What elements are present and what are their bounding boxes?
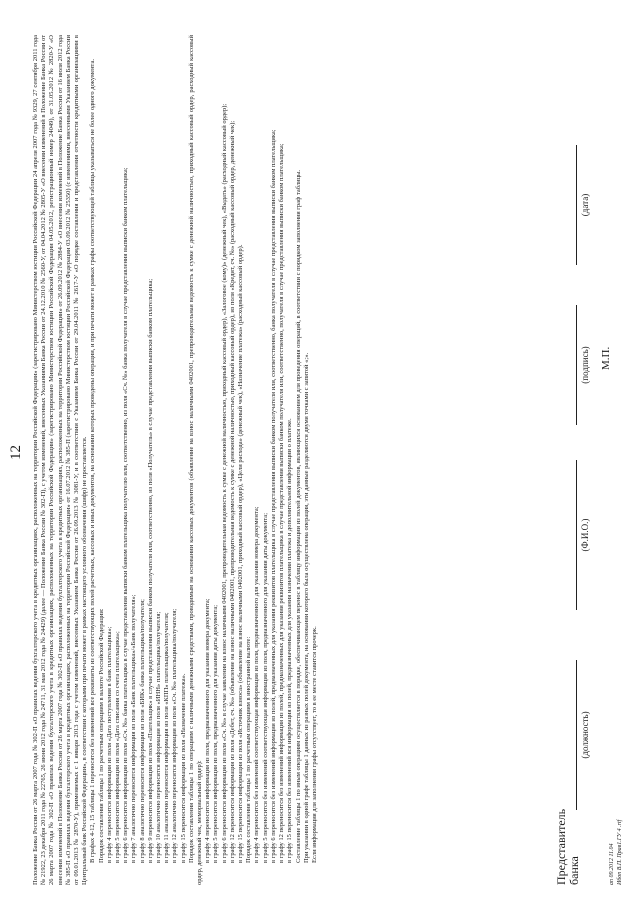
paragraph: в графу 10 аналогично переносится информация из поля «ИНН» плательщика/получателя; [155, 611, 163, 863]
paragraph: Порядок составления таблицы 1 по операциям с наличными денежными средствами, проводимым на основании кассовых документов (объявление на взнос наличными 0402001, препроводительная ведомость к сумке с денежной наличностью, приходный кассовый ордер, расходный кассовый ордер, денежный чек, мемориальный ордер): [187, 35, 204, 885]
representative-label-line1: Представитель [554, 808, 568, 885]
footer-line1: ап 09.2012 11.04 [609, 843, 615, 885]
position-caption: (должность) [580, 711, 590, 759]
paragraph: в графу 4 переносится информация из поля «Дата поступления в банк плательщика»; [105, 626, 113, 863]
paragraph: в графу 5 переносится информация из поля «Дата списания со счета плательщика»; [114, 631, 122, 863]
paragraph: в графу 6 переносится информация из поля «Сч. №» в случае заявления на взнос наличными 0402001, препроводительная ведомость к сумке с денежной наличностью, приходный кассовый ордер), «Залоговое (кому)» (денежный чек), «Выдать» (расходный кассовый ордер); [220, 103, 228, 863]
paragraph: в графу 4 переносится информация из поля, предназначенного для указания номера документа; [204, 598, 212, 863]
footer-line2: Ибоп В.П. Прав1.ГУ 4 .rtf [617, 819, 623, 885]
document-body [32, 35, 319, 885]
name-signature-line [576, 460, 577, 610]
paragraph: Составление таблицы 1 по иным операциям осуществляется в порядке, обеспечивающем перенос в таблицу информации из полей документов, являющихся основанием для проведения операций, в соответствии с порядком заполнения граф таблицы. [294, 169, 302, 863]
paragraph: в графу 5 переносится информация из поля, предназначенного для указания даты документа; [212, 604, 220, 863]
representative-label [555, 809, 581, 885]
paragraph: Порядок составления таблицы 1 по расчетным операциям в валюте Российской Федерации: [97, 608, 105, 863]
sign-signature-line [576, 305, 577, 425]
paragraph: Порядок составления таблицы 1 по расчетным операциям в иностранной валюте: [245, 636, 253, 863]
file-footer [608, 820, 624, 885]
paragraph: в графу 6 переносится информация из поля «Сч. №» банка плательщика в случае представления выписки банком плательщика получателю или, соответственно, из поля «Сч. №» банка получателя в случае представления выписки банком плательщика; [122, 167, 130, 863]
date-caption: (дата) [580, 193, 590, 217]
paragraph: в графу 15 переносится информация из поля «Назначение платежа». [179, 673, 187, 863]
paragraph: в графу 5 переносится без изменений соответствующая информация из поля, предназначенного для указания даты документа; [261, 512, 269, 863]
position-signature-line [576, 660, 577, 810]
date-signature-line [576, 145, 577, 265]
paragraph: Положение Банка России от 26 марта 2007 года № 302-П «О правилах ведения бухгалтерского учета в кредитных организациях, расположенных на территории Российской Федерации» (зарегистрировано Министерством юстиции Российской Федерации 24 апреля 2007 года № 9329, 27 сентября 2011 года № 21922, 23 декабря 2011 года № 22765, 26 июня 2012 года № 24711, 31 мая 2012 года № 24429) (далее — Положение Банка России № 302-П), с учетом изменений, внесенных Указаниями Банка России от 24.12.2010 № 2560-У, от 04.04.2012 № 2805-У «О внесении изменений в Положение Банка России от 26 марта 2007 года № 302-П «О правилах ведения бухгалтерского учета в кредитных организациях, расположенных на территории Российской Федерации» (зарегистрировано Министерством юстиции Российской Федерации 04.05.2012, регистрационный номер 24049), от 31.05.2012 № 2820-У «О внесении изменений в Положение Банка России от 26 марта 2007 года № 302-П «О правилах ведения бухгалтерского учета в кредитных организациях, расположенных на территории Российской Федерации» от 26.09.2012 № 2884-У «О внесении изменений в Положение Банка России от 16 июля 2012 года № 385-П «О правилах ведения бухгалтерского учета в кредитных организациях, расположенных на территории Российской Федерации» от 16.07.2012 № 385-П (зарегистрировано Министерством юстиции Российской Федерации 03.09.2012 № 25350) (с изменениями, внесенными Указанием Банка России от 09.01.2013 № 2870-У), применяемых с 1 января 2013 года с учетом изменений, внесенных Указанием Банка России от 26.09.2013 № 3081-У, и в соответствии с Указанием Банка России от 29.04.2011 № 2617-У «О порядке составления и представления отчетности кредитными организациями в Центральный банк Российской Федерации», в соответствии с которыми при печати может в рамках настоящего условного обозначения (шифр) не проставляется. [32, 35, 89, 885]
paragraph: в графу 9 переносится информация из поля «Плательщик» в случае представления выписки банком получателя или, соответственно, из поля «Получатель» в случае представления выписки банком плательщика; [146, 278, 154, 863]
paragraph: в графу 15 переносится без изменений вся информация из полей, предназначенных для указания назначения платежа и дополнительной информации о платеже. [286, 418, 294, 863]
representative-label-line2: банка [567, 856, 581, 885]
paragraph: в графу 11 аналогично переносится информация из поля «КПП» плательщика/получателя; [163, 612, 171, 863]
stamp-place: М.П. [600, 346, 612, 370]
paragraph: При указании в одной графе таблицы 1 данных из разных полей документа, на основании которого была осуществлена операция, эти данные разделяются двумя точками с запятой «;». [302, 352, 310, 863]
sign-caption: (подпись) [580, 346, 590, 384]
paragraph: в графу 4 переносится без изменений соответствующая информация из поля, предназначенного для указания номера документа; [253, 506, 261, 863]
page-number: 12 [8, 445, 24, 460]
paragraph: в графу 7 аналогично переносится информация из поля «Банк плательщика»/«Банк получателя»; [130, 594, 138, 863]
paragraph: Если информация для заполнения графы отсутствует, то в ее месте ставится прочерк. [310, 626, 318, 863]
paragraph: в графу 8 аналогично переносится информация из поля «БИК» банка плательщика/получателя; [138, 599, 146, 863]
paragraph: в графу 12 переносится информация из поля «Дебет, сч. №» (объявление на взнос наличными 0402001, препроводительная ведомость к сумке с денежной наличностью, приходный кассовый ордер), из поля «Кредит, сч. №» (расходный кассовый ордер, денежный чек); [228, 120, 236, 863]
paragraph: в графу 15 переносится информация из поля «Источник взноса» (объявление на взнос наличными 0402001, приходный кассовый ордер), «Цели расхода» (денежный чек), «Назначение платежа» (расходный кассовый ордер). [237, 244, 245, 863]
paragraph: в графу 12 аналогично переносится информация из поля «Сч. №» плательщика/получателя; [171, 608, 179, 863]
paragraph: в графу 6 переносится без изменений информация из полей, предназначенных для указания реквизитов плательщика в случае представления выписки банком получателя или, соответственно, банка получателя в случае представления выписки банком плательщика; [269, 129, 277, 863]
name-caption: (Ф.И.О.) [580, 518, 590, 552]
paragraph: в графу 12 переносится без изменений информация из полей, предназначенных для указания реквизитов плательщика в случае представления выписки банком получателя или, соответственно, получателя в случае представления выписки банком плательщика; [278, 143, 286, 863]
paragraph: В графах 4-12, 15 таблицы 1 переносятся без изменений все реквизиты из соответствующих полей расчетных, кассовых и иных документов, на основании которых проведены операции, и при печати может в рамках графы соответствующей таблицы указываться не более одного документа. [89, 59, 97, 863]
